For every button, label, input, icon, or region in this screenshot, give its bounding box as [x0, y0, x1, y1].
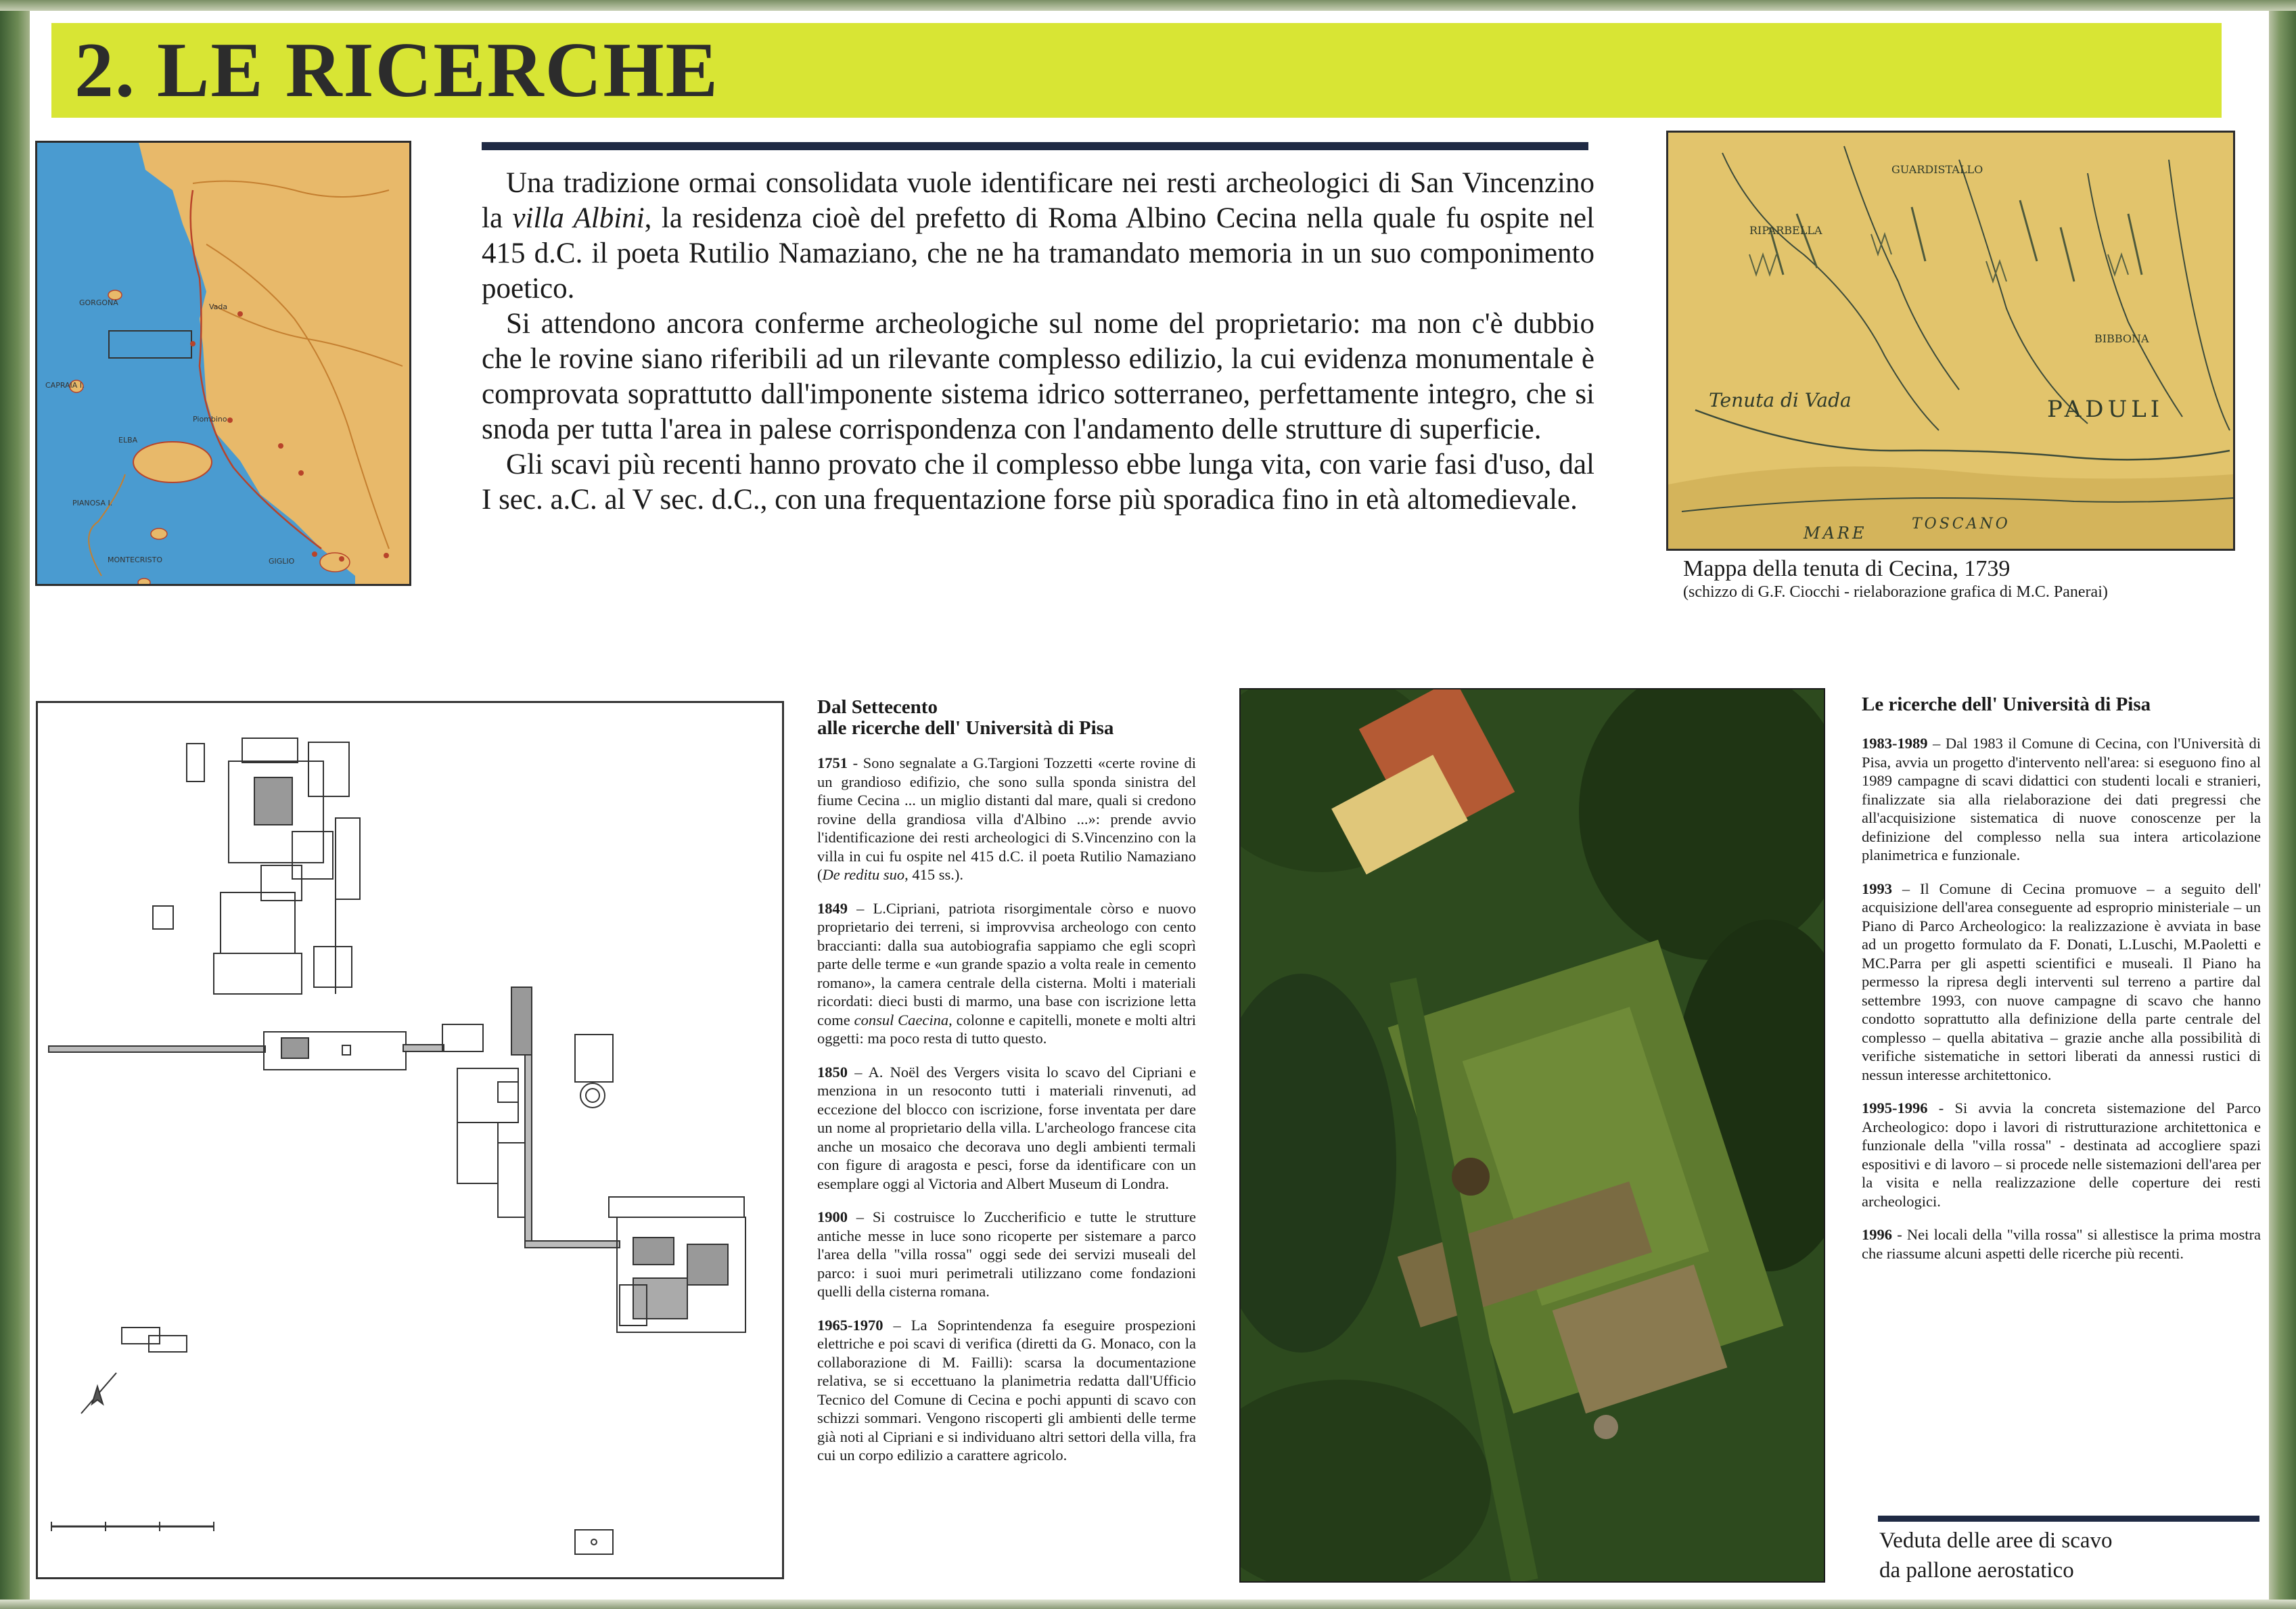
intro-paragraph-3: Gli scavi più recenti hanno provato che il complesso ebbe lunga vita, con varie fasi d'uso, dal I sec. a.C. al V sec. d.C., con una frequentazione forse più sporadica fino in età altomedievale.: [482, 449, 1594, 516]
svg-text:MONTECRISTO: MONTECRISTO: [108, 556, 162, 564]
middle-column: [817, 697, 1196, 1480]
middle-column-title-line1: Dal Settecento: [817, 696, 938, 718]
historic-map: [1666, 131, 2235, 551]
regional-map-drawing: [37, 143, 409, 584]
middle-column-title-line2: alle ricerche dell' Università di Pisa: [817, 717, 1114, 739]
regional-map: [35, 141, 411, 586]
photo-caption-line2: da pallone aerostatico: [1879, 1558, 2074, 1583]
page-title: 2. LE RICERCHE: [74, 27, 719, 114]
site-plan-drawing: [38, 703, 782, 1577]
intro-text: [482, 166, 1594, 518]
frame-bottom: [0, 1600, 2296, 1609]
right-column-title: Le ricerche dell' Università di Pisa: [1862, 694, 2151, 715]
intro-paragraph-2: Si attendono ancora conferme archeologiche sul nome del proprietario: ma non c'è dubbio che le rovine siano riferibili ad un rilevante complesso edilizio, la cui evidenza monumentale è comprovata soprattutto dall'imponente sistema idrico sotterraneo, perfettamente integro, che si snoda per tutta l'area in palese corrispondenza con l'andamento delle strutture di superficie.: [482, 308, 1594, 445]
historic-map-credit: (schizzo di G.F. Ciocchi - rielaborazione grafica di M.C. Panerai): [1683, 583, 2108, 601]
frame-top: [0, 0, 2296, 11]
historic-map-drawing: [1668, 133, 2233, 549]
site-plan: [36, 701, 784, 1579]
svg-text:BIBBONA: BIBBONA: [2094, 332, 2149, 345]
entry-1751: 1751 - Sono segnalate a G.Targioni Tozzetti «certe rovine di un grandioso edifizio, che sono sulla sponda sinistra del fiume Cecina ... un miglio distanti dal mare, quali si credono rovine della grandiosa villa d'Albino ...»: prende avvio l'identificazione dei resti archeologici di S.Vincenzino con la villa in cui fu ospite nel 415 d.C. il poeta Rutilio Namaziano (De reditu suo, 415 ss.).: [817, 754, 1196, 883]
svg-text:PIANOSA I.: PIANOSA I.: [72, 499, 113, 507]
photo-caption-rule: [1878, 1516, 2259, 1522]
svg-text:MARE: MARE: [1804, 524, 1867, 543]
historic-map-caption: Mappa della tenuta di Cecina, 1739: [1683, 556, 2011, 581]
entry-1993: 1993 – Il Comune di Cecina promuove – a seguito dell' acquisizione dell'area conseguente ad esproprio ministeriale – un Piano di Parco Archeologico: la realizzazione è avviata in base ad un progetto formulato da F. Donati, L.Luschi, M.Paoletti e MC.Parra per gli aspetti scientifici e museali. Il Piano ha permesso la ripresa degli interventi sul terreno a partire dal settembre 1993, con nuove campagne di scavo che hanno condotto soprattutto alla definizione della parte centrale del complesso – quella abitativa – grazie anche alla possibilità di verifiche sistematiche in settori liberati da annessi rustici di nessun interesse architettonico.: [1862, 880, 2261, 1083]
svg-text:RIPARBELLA: RIPARBELLA: [1749, 224, 1822, 237]
svg-text:Vada: Vada: [209, 302, 228, 311]
svg-text:ELBA: ELBA: [118, 436, 138, 445]
frame-left: [0, 0, 30, 1609]
svg-text:GORGONA: GORGONA: [79, 298, 118, 307]
svg-text:GUARDISTALLO: GUARDISTALLO: [1891, 163, 1983, 176]
entry-1965-1970: 1965-1970 – La Soprintendenza fa eseguire prospezioni elettriche e poi scavi di verifica (diretti da G. Monaco, con la collaborazione di M. Failli): scarsa la documentazione relativa, se si eccettuano la planimetria redatta dall'Ufficio Tecnico del Comune di Cecina e pochi appunti di scavo con schizzi sommari. Vengono riscoperti gli ambienti delle terme già noti al Cipriani e si individuano altri settori della villa, fra cui un corpo edilizio a carattere agricolo.: [817, 1316, 1196, 1464]
photo-caption-line1: Veduta delle aree di scavo: [1879, 1528, 2113, 1553]
entry-1983-1989: 1983-1989 – Dal 1983 il Comune di Cecina, con l'Università di Pisa, avvia un progetto d'intervento nell'area: si eseguono fino al 1989 campagne di scavi didattici con studenti locali e stranieri, finalizzate sia alla rielaborazione dei dati pregressi che all'acquisizione sistematica di nuove conoscenze per la definizione del complesso nella sua intera articolazione planimetrica e funzionale.: [1862, 735, 2261, 863]
aerial-photo-drawing: [1241, 689, 1824, 1581]
svg-text:GIGLIO: GIGLIO: [269, 557, 295, 566]
right-column: [1862, 694, 2261, 1277]
svg-text:TOSCANO: TOSCANO: [1912, 516, 2011, 532]
intro-paragraph-1: Una tradizione ormai consolidata vuole identificare nei resti archeologici di San Vincenzino la villa Albini, la residenza cioè del prefetto di Roma Albino Cecina nella quale fu ospite nel 415 d.C. il poeta Rutilio Namaziano, che ne ha tramandato memoria in un suo componimento poetico.: [482, 167, 1594, 304]
entry-1849: 1849 – L.Cipriani, patriota risorgimentale còrso e nuovo proprietario dei terreni, si improvvisa archeologo con cento braccianti: dalla sua autobiografia sappiamo che egli scoprì parte delle terme e «un grande spazio a volta reale in cemento romano», la camera centrale della cisterna. Molti i materiali ricordati: dieci busti di marmo, una base con iscrizione letta come consul Caecina, colonne e capitelli, monete e molti altri oggetti: ma poco resta di tutto questo.: [817, 899, 1196, 1047]
svg-text:CAPRAIA I.: CAPRAIA I.: [45, 381, 85, 390]
entry-1900: 1900 – Si costruisce lo Zuccherificio e tutte le strutture antiche messe in luce sono ricoperte per sistemare a parco l'area della "villa rossa" oggi sede dei servizi museali del parco: i suoi muri perimetrali utilizzano come fondazioni quelli della cisterna romana.: [817, 1208, 1196, 1300]
aerial-photo: [1239, 688, 1825, 1583]
svg-text:PADULI: PADULI: [2047, 396, 2164, 423]
intro-rule: [482, 142, 1588, 150]
svg-text:Tenuta di Vada: Tenuta di Vada: [1709, 389, 1852, 411]
frame-right: [2269, 0, 2296, 1609]
entry-1996: 1996 - Nei locali della "villa rossa" si allestisce la prima mostra che riassume alcuni aspetti delle ricerche più recenti.: [1862, 1226, 2261, 1262]
photo-caption: [1879, 1526, 2113, 1585]
entry-1850: 1850 – A. Noël des Vergers visita lo scavo del Cipriani e menziona in un resoconto tutti i materiali rinvenuti, ad eccezione del blocco con iscrizione, forse inventata per dare un nome al proprietario della villa. L'archeologo francese cita anche un mosaico che decorava uno degli ambienti termali con figure di aragosta e pesci, forse da identificare con un esemplare oggi al Victoria and Albert Museum di Londra.: [817, 1063, 1196, 1192]
svg-text:Piombino: Piombino: [193, 415, 227, 424]
entry-1995-1996: 1995-1996 - Si avvia la concreta sistemazione del Parco Archeologico: dopo i lavori di ristrutturazione architettonica e funzionale della "villa rossa" - destinata ad accogliere spazi espositivi e di lavoro – si procede nelle sistemazioni dell'area per la visita e nella realizzazione delle coperture dei resti archeologici.: [1862, 1100, 2261, 1210]
